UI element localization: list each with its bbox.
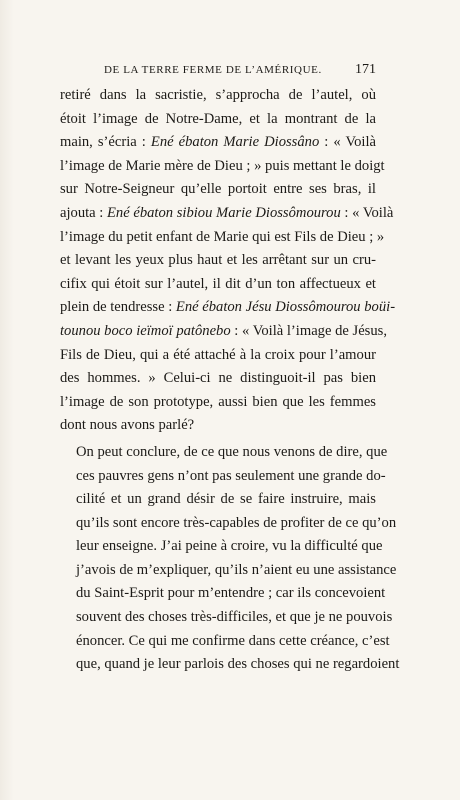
text-line	[60, 367, 376, 391]
text-segment: cilité et un grand désir de se faire instruire, mais	[76, 491, 376, 508]
text-line	[60, 441, 388, 465]
text-segment: l’image du petit enfant de Marie qui est Fils de Dieu ; »	[60, 228, 385, 245]
text-segment: sur Notre-Seigneur qu’elle portoit entre ses bras, il	[60, 181, 376, 198]
text-segment: On peut conclure, de ce que nous venons de dire, que	[76, 443, 388, 460]
text-segment: plein de tendresse :	[60, 299, 176, 316]
text-segment: : « Voilà l’image de Jésus,	[230, 322, 387, 339]
text-line	[60, 653, 400, 677]
text-line	[60, 178, 376, 202]
text-line	[60, 226, 385, 250]
page-number: 171	[355, 62, 376, 77]
text-segment: dont nous avons parlé?	[60, 417, 195, 434]
text-segment: : « Voilà	[319, 134, 377, 151]
text-line	[60, 391, 376, 415]
body-text	[60, 84, 400, 677]
text-segment: j’avois de m’expliquer, qu’ils n’aient eu une assistance	[76, 561, 397, 578]
text-segment: qu’ils sont encore très-capables de profiter de ce qu’on	[76, 514, 397, 531]
text-segment: retiré dans la sacristie, s’approcha de l’autel, où	[60, 87, 376, 103]
text-line	[60, 273, 376, 297]
text-segment: ces pauvres gens n’ont pas seulement une grande do-	[76, 467, 386, 484]
text-line	[60, 465, 386, 489]
running-title: DE LA TERRE FERME DE L’AMÉRIQUE.	[104, 64, 322, 76]
text-line	[60, 108, 376, 132]
text-segment: Fils de Dieu, qui a été attaché à la croix pour l’amour	[60, 346, 376, 363]
italic-phrase: tounou boco ieïmoï patônebo	[60, 322, 231, 339]
text-line	[60, 155, 385, 179]
text-line	[60, 320, 387, 344]
text-segment: l’image de son prototype, aussi bien que les femmes	[60, 393, 376, 410]
text-line	[60, 606, 393, 630]
text-segment: étoit l’image de Notre-Dame, et la montrant de la	[60, 110, 376, 127]
text-line	[60, 582, 386, 606]
text-segment: que, quand je leur parlois des choses qui ne regardoient	[76, 656, 400, 673]
text-line	[60, 249, 376, 273]
text-line	[60, 344, 376, 368]
text-segment: du Saint-Esprit pour m’entendre ; car ils concevoient	[76, 585, 386, 602]
text-line	[60, 630, 390, 654]
text-segment: et levant les yeux plus haut et les arrêtant sur un cru-	[60, 252, 376, 269]
text-line	[60, 535, 383, 559]
text-segment: l’image de Marie mère de Dieu ; » puis mettant le doigt	[60, 157, 385, 174]
text-line	[60, 488, 376, 512]
text-segment: cifix qui étoit sur l’autel, il dit d’un ton affectueux et	[60, 275, 376, 292]
text-line	[60, 296, 396, 320]
text-segment: énoncer. Ce qui me confirme dans cette créance, c’est	[76, 632, 390, 649]
text-segment: souvent des choses très-difficiles, et que je ne pouvois	[76, 609, 393, 626]
italic-phrase: Ené ébaton sibiou Marie Diossômourou	[107, 204, 341, 221]
text-segment: main, s’écria :	[60, 134, 151, 151]
text-line	[60, 512, 397, 536]
text-line	[60, 559, 397, 583]
text-segment: ajouta :	[60, 204, 108, 221]
text-segment: leur enseigne. J’ai peine à croire, vu la difficulté que	[76, 538, 383, 555]
paragraph	[60, 441, 400, 677]
text-line	[60, 84, 376, 108]
text-line	[60, 414, 376, 438]
paragraph	[60, 84, 396, 438]
text-segment: des hommes. » Celui-ci ne distinguoit-il pas bien	[60, 370, 376, 387]
text-line	[60, 202, 394, 226]
text-segment: : « Voilà	[340, 204, 394, 221]
italic-phrase: Ené ébaton Marie Diossâno	[150, 134, 320, 151]
italic-phrase: Ené ébaton Jésu Diossômourou boüi-	[175, 299, 396, 316]
text-line	[60, 131, 376, 155]
